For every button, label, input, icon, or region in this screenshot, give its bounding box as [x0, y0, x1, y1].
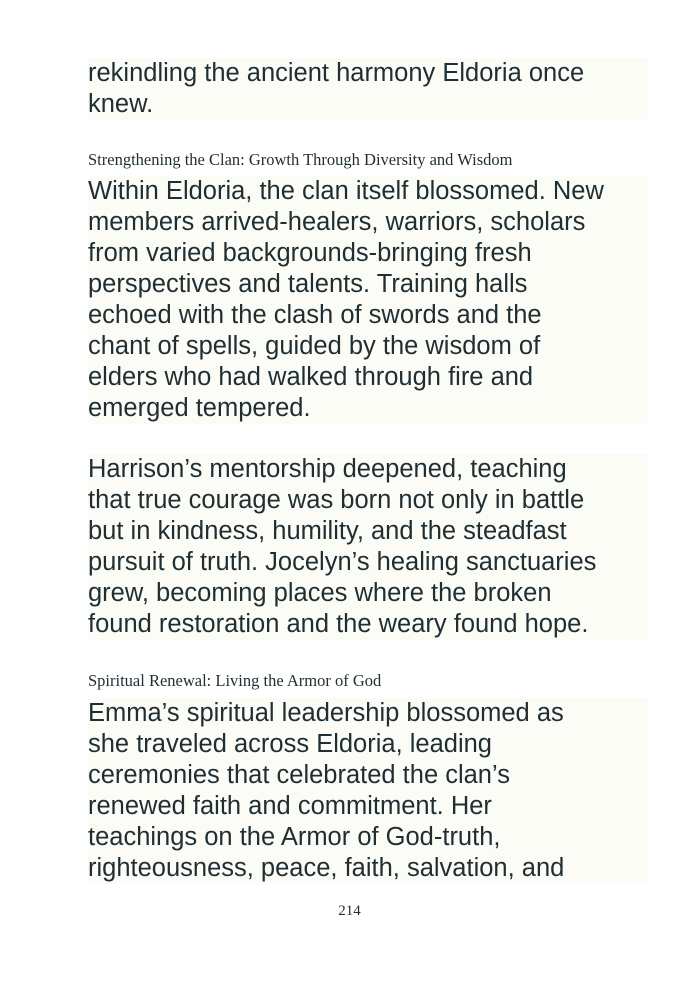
text-line: grew, becoming places where the broken	[88, 578, 648, 609]
clan-paragraph-2	[88, 454, 648, 640]
text-line: perspectives and talents. Training halls	[88, 269, 648, 300]
text-line: from varied backgrounds-bringing fresh	[88, 238, 648, 269]
text-line: teachings on the Armor of God-truth,	[88, 822, 648, 853]
text-line: Harrison’s mentorship deepened, teaching	[88, 454, 648, 485]
intro-paragraph	[88, 58, 648, 120]
text-line: pursuit of truth. Jocelyn’s healing sanctuaries	[88, 547, 648, 578]
text-line: Within Eldoria, the clan itself blossomed. New	[88, 176, 648, 207]
text-line: that true courage was born not only in battle	[88, 485, 648, 516]
text-line: she traveled across Eldoria, leading	[88, 729, 648, 760]
text-line: emerged tempered.	[88, 393, 648, 424]
spiritual-paragraph-1	[88, 698, 648, 884]
text-line: ceremonies that celebrated the clan’s	[88, 760, 648, 791]
section-heading-spiritual: Spiritual Renewal: Living the Armor of God	[88, 671, 382, 690]
text-line: righteousness, peace, faith, salvation, and	[88, 853, 648, 884]
clan-paragraph-1	[88, 176, 648, 424]
text-line: rekindling the ancient harmony Eldoria once	[88, 58, 648, 89]
text-line: renewed faith and commitment. Her	[88, 791, 648, 822]
text-line: knew.	[88, 89, 648, 120]
page-number: 214	[338, 903, 361, 919]
text-line: echoed with the clash of swords and the	[88, 300, 648, 331]
text-line: members arrived-healers, warriors, scholars	[88, 207, 648, 238]
text-line: elders who had walked through fire and	[88, 362, 648, 393]
section-heading-clan: Strengthening the Clan: Growth Through Diversity and Wisdom	[88, 150, 513, 169]
text-line: Emma’s spiritual leadership blossomed as	[88, 698, 648, 729]
text-line: but in kindness, humility, and the steadfast	[88, 516, 648, 547]
text-line: chant of spells, guided by the wisdom of	[88, 331, 648, 362]
text-line: found restoration and the weary found hope.	[88, 609, 648, 640]
